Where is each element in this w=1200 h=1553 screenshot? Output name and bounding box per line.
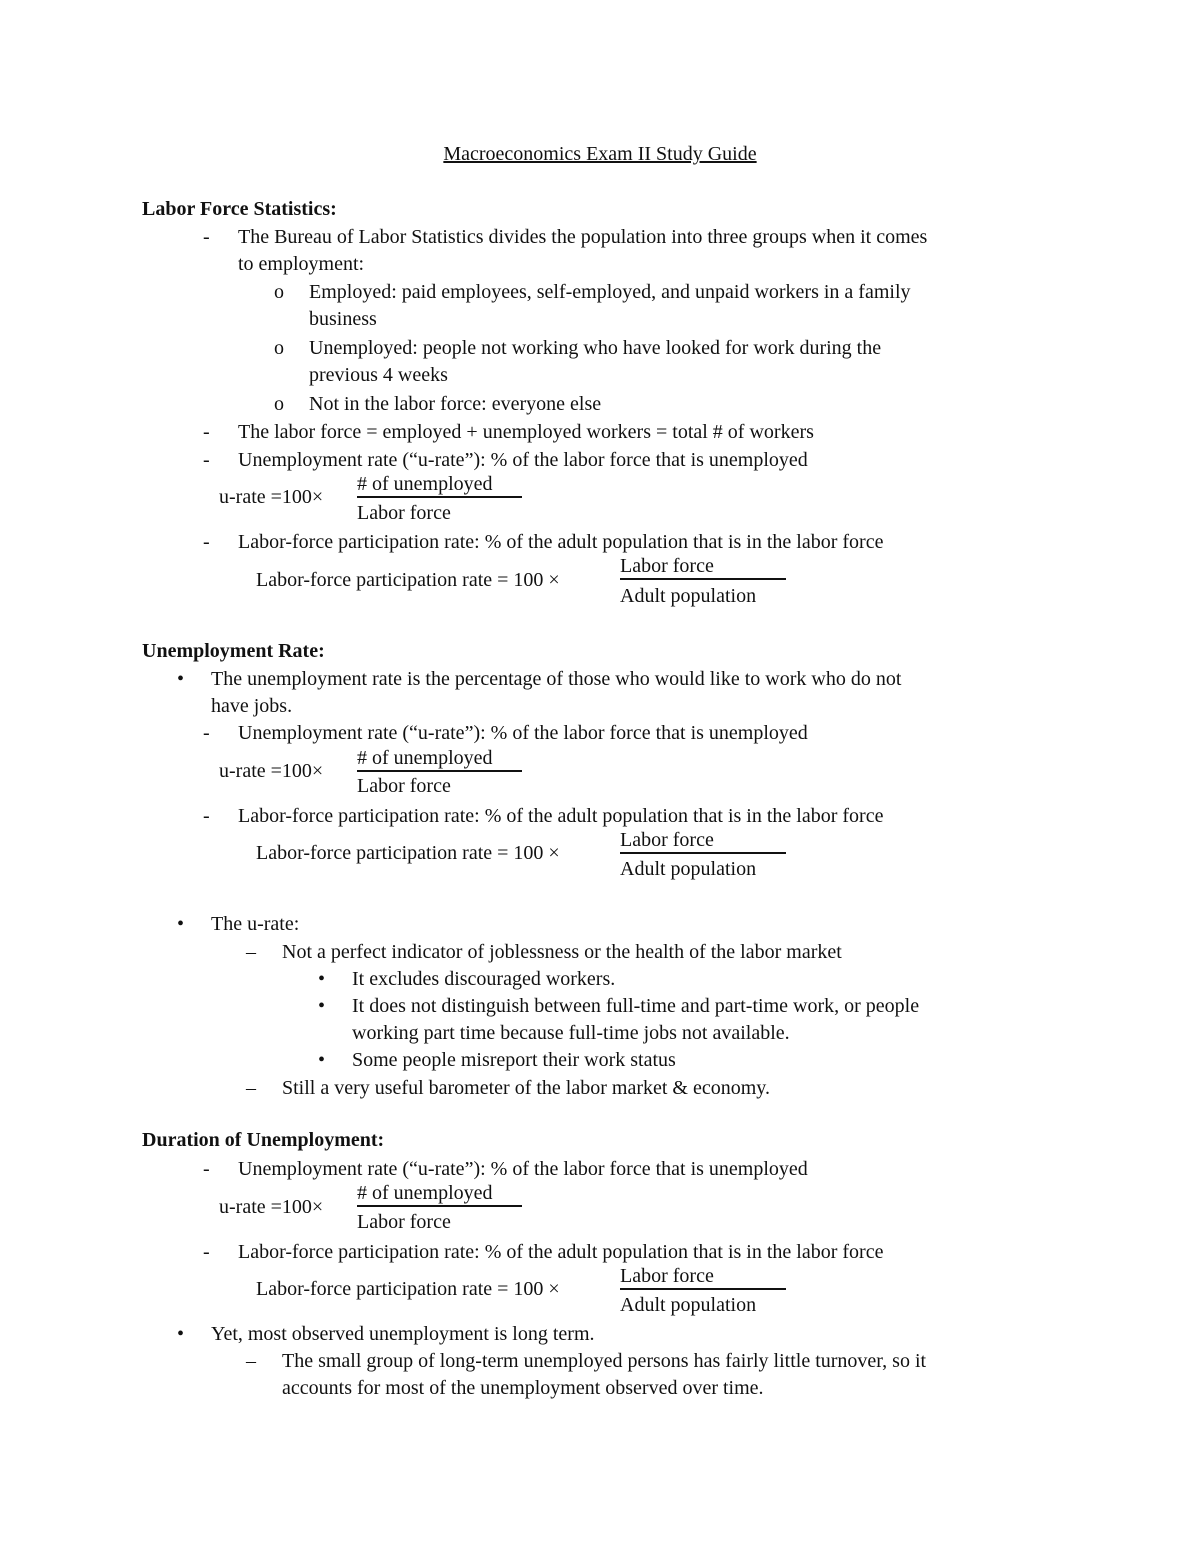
circle-marker: o <box>274 337 284 359</box>
dot-marker: • <box>318 968 326 990</box>
unemployment-rate-definition: Unemployment rate (“u-rate”): % of the labor force that is unemployed <box>238 722 808 744</box>
endash-marker: – <box>246 1350 256 1372</box>
page-title: Macroeconomics Exam II Study Guide <box>443 143 757 165</box>
not-in-labor-force-definition: Not in the labor force: everyone else <box>309 393 602 415</box>
employed-definition: Employed: paid employees, self-employed, and unpaid workers in a family business <box>309 281 911 330</box>
section-heading-unemployment-rate: Unemployment Rate: <box>142 640 325 662</box>
part-time-distinction: It does not distinguish between full-time and part-time work, or people working part time because full-time jobs not available. <box>352 995 920 1044</box>
unemployed-definition: Unemployed: people not working who have looked for work during the previous 4 weeks <box>309 337 882 386</box>
endash-marker: – <box>246 1077 256 1099</box>
document-page: Macroeconomics Exam II Study Guide Labor Force Statistics: - The Bureau of Labor Statistics divides the population into three groups when it comes to employment: o Employed: paid employees, self-employed, and unpaid workers in a family business o Unemployed: people not working who have looked for work during the previous 4 weeks o Not in the labor force: everyone else - The labor force = employed + unemployed workers = total # of workers - Unemployment rate (“u-rate”): % of the labor force that is unemployed u-rate =100× # of unemployed Labor force - Labor-force participation rate: % of the adult population that is in the labor force Labor-force participation rate = 100 × Labor force Adult population Unemployment Rate: • The unemployment rate is the percentage of those who would like to work who do not have jobs. - Unemployment rate (“u-rate”): % of the labor force that is unemployed u-rate =100× # of unemployed Labor force - Labor-force participation rate: % of the adult population that is in the labor force Labor-force participation rate = 100 × Labor force Adult population • The u-rate: – Not a perfect indicator of joblessness or the health of the labor market • It excludes discouraged workers. • It does not distinguish between full-time and part-time work, or people working part time because full-time jobs not available. • Some people misreport their work status – Still a very useful barometer of the labor market & economy. Duration of Unemployment: - Unemployment rate (“u-rate”): % of the labor force that is unemployed u-rate =100× # of unemployed Labor force - Labor-force participation rate: % of the adult population that is in the labor force Labor-force participation rate = 100 × Labor force Adult population • Yet, most observed unemployment is long term. – The small group of long-term unemployed persons has fairly little turnover, so it accounts for most of the unemployment observed over time. <box>0 0 1200 1553</box>
unemployment-rate-definition: Unemployment rate (“u-rate”): % of the labor force that is unemployed <box>238 1158 808 1180</box>
unemployment-rate-explanation: The unemployment rate is the percentage of those who would like to work who do not have jobs. <box>211 668 902 717</box>
long-term-unemployment: Yet, most observed unemployment is long term. <box>211 1323 595 1345</box>
dash-marker: - <box>203 1241 210 1263</box>
dash-marker: - <box>203 722 210 744</box>
not-perfect-indicator: Not a perfect indicator of joblessness or the health of the labor market <box>282 941 842 963</box>
section-heading-duration-of-unemployment: Duration of Unemployment: <box>142 1129 385 1151</box>
dot-marker: • <box>318 1049 326 1071</box>
participation-rate-definition: Labor-force participation rate: % of the adult population that is in the labor force <box>238 531 884 553</box>
dash-marker: - <box>203 1158 210 1180</box>
circle-marker: o <box>274 281 284 303</box>
misreport-work-status: Some people misreport their work status <box>352 1049 676 1071</box>
dash-marker: - <box>203 531 210 553</box>
labor-force-definition: The labor force = employed + unemployed workers = total # of workers <box>238 421 814 443</box>
dash-marker: - <box>203 449 210 471</box>
dash-marker: - <box>203 805 210 827</box>
dot-marker: • <box>318 995 326 1017</box>
u-rate-heading: The u-rate: <box>211 913 300 935</box>
dot-marker: • <box>177 668 185 690</box>
participation-rate-definition: Labor-force participation rate: % of the adult population that is in the labor force <box>238 805 884 827</box>
dash-marker: - <box>203 421 210 443</box>
excludes-discouraged-workers: It excludes discouraged workers. <box>352 968 616 990</box>
dot-marker: • <box>177 913 185 935</box>
unemployment-rate-definition: Unemployment rate (“u-rate”): % of the labor force that is unemployed <box>238 449 808 471</box>
section-heading-labor-force-statistics: Labor Force Statistics: <box>142 198 337 220</box>
long-term-turnover-explanation: The small group of long-term unemployed persons has fairly little turnover, so it accounts for most of the unemployment observed over time. <box>282 1350 927 1399</box>
participation-rate-definition: Labor-force participation rate: % of the adult population that is in the labor force <box>238 1241 884 1263</box>
useful-barometer: Still a very useful barometer of the labor market & economy. <box>282 1077 770 1099</box>
dot-marker: • <box>177 1323 185 1345</box>
dash-marker: - <box>203 226 210 248</box>
bls-groups-text: The Bureau of Labor Statistics divides the population into three groups when it comes to employment: <box>238 226 928 275</box>
circle-marker: o <box>274 393 284 415</box>
endash-marker: – <box>246 941 256 963</box>
